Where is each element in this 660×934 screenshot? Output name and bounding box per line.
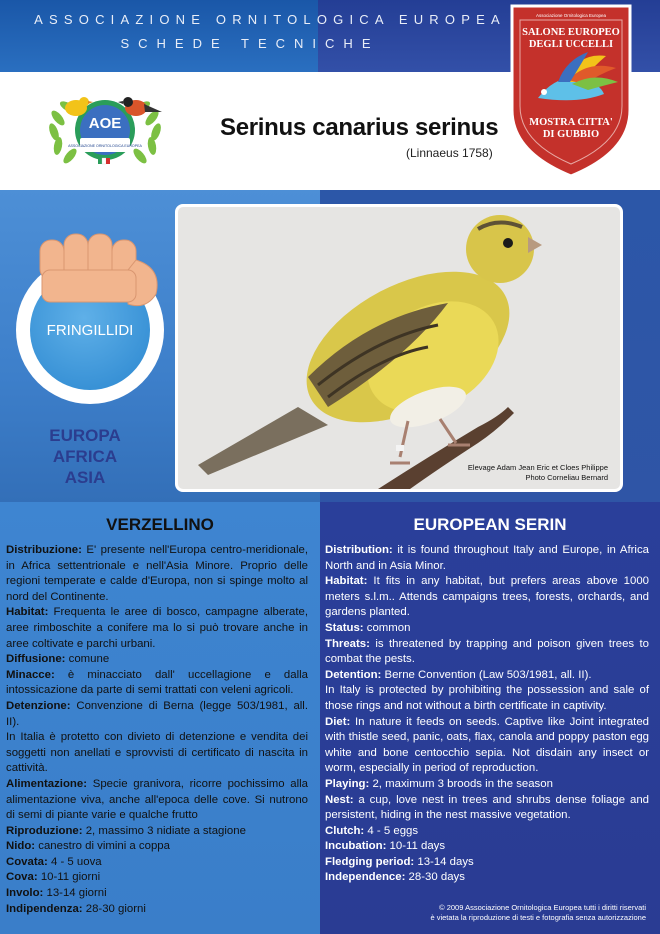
entry-text: Frequenta le aree di bosco, campagne alberate, aree rimboschite a conifere ma lo si può trovare anche in aree coltivate e parchi urbani. bbox=[6, 606, 308, 650]
entry-text: 4 - 5 uova bbox=[47, 855, 102, 868]
photo-credit-photographer: Photo Corneliau Bernard bbox=[525, 473, 608, 482]
region-item: AFRICA bbox=[52, 447, 118, 466]
description-entry bbox=[6, 777, 308, 824]
entry-label: Distribuzione: bbox=[6, 544, 82, 556]
entry-label: Riproduzione: bbox=[6, 824, 83, 837]
entry-text: 13-14 days bbox=[414, 855, 474, 868]
bird-photo bbox=[175, 204, 623, 492]
description-entry bbox=[325, 715, 649, 777]
description-entry bbox=[325, 621, 649, 637]
copyright-line1: © 2009 Associazione Ornitologica Europea tutti i diritti riservati bbox=[439, 903, 646, 912]
description-entry bbox=[6, 902, 308, 918]
serin-bird-illustration bbox=[178, 207, 620, 489]
copyright-line2: è vietata la riproduzione di testi e fotografia senza autorizzazione bbox=[430, 913, 646, 922]
description-entry bbox=[6, 824, 308, 840]
shield-line4: DI GUBBIO bbox=[542, 129, 600, 140]
shield-line3: MOSTRA CITTA' bbox=[529, 117, 613, 128]
description-entry bbox=[6, 652, 308, 668]
entry-text: Convenzione di Berna (legge 503/1981, all. II). bbox=[6, 699, 308, 728]
entry-text: 4 - 5 eggs bbox=[364, 824, 419, 837]
entry-text: 2, maximum 3 broods in the season bbox=[369, 777, 553, 790]
description-entry bbox=[6, 870, 308, 886]
description-entry bbox=[325, 855, 649, 871]
entry-text: 28-30 days bbox=[405, 871, 465, 884]
entry-text: Berne Convention (Law 503/1981, all. II). bbox=[381, 668, 592, 681]
entry-label: Minacce: bbox=[6, 668, 55, 681]
shield-line1: SALONE EUROPEO bbox=[522, 27, 620, 38]
description-entry bbox=[6, 543, 308, 605]
description-entry bbox=[325, 839, 649, 855]
description-entry bbox=[325, 870, 649, 886]
aoe-logo bbox=[40, 82, 170, 172]
entry-text: is threatened by trapping and poison given trees to combat the pests. bbox=[325, 637, 649, 666]
entry-text: It fits in any habitat, but prefers areas above 1000 meters s.l.m.. Attends campaigns trees, forests, orchards, and gardens planted. bbox=[325, 575, 649, 619]
entry-label: Clutch: bbox=[325, 824, 365, 837]
description-entry bbox=[325, 543, 649, 574]
description-entry bbox=[6, 855, 308, 871]
entry-text: 10-11 days bbox=[386, 840, 446, 853]
entry-label: Threats: bbox=[325, 637, 370, 650]
entry-label: Diet: bbox=[325, 715, 351, 728]
photo-credit-breeder: Elevage Adam Jean Eric et Cloes Philippe bbox=[467, 463, 608, 472]
entry-text: 10-11 giorni bbox=[37, 871, 101, 884]
entry-label: Habitat: bbox=[325, 575, 368, 588]
entry-label: Distribution: bbox=[325, 544, 393, 556]
entry-label: Independence: bbox=[325, 871, 406, 884]
entry-text: a cup, love nest in trees and shrubs dense foliage and persistent, hiding in the nest massive vegetation. bbox=[325, 793, 649, 822]
entry-text: In nature it feeds on seeds. Captive like Joint integrated with thistle seed, panic, oats, flax, canola and poppy paston egg white and bone centocchio sepia. Not disdain any insect or worm, especially in period of reproduction. bbox=[325, 715, 649, 775]
description-entry bbox=[325, 683, 649, 714]
entry-label: Incubation: bbox=[325, 840, 387, 853]
description-entry bbox=[325, 793, 649, 824]
entry-label: Detention: bbox=[325, 668, 382, 681]
scientific-name: Serinus canarius serinus bbox=[220, 114, 499, 141]
fist-icon bbox=[28, 230, 168, 320]
entry-label: Alimentazione: bbox=[6, 777, 88, 790]
entry-text: comune bbox=[65, 653, 110, 666]
description-entry bbox=[6, 730, 308, 777]
description-entry bbox=[6, 839, 308, 855]
description-entry bbox=[6, 668, 308, 699]
entry-label: Habitat: bbox=[6, 606, 49, 619]
english-common-name: EUROPEAN SERIN bbox=[413, 515, 567, 534]
description-entry bbox=[325, 574, 649, 621]
family-name: FRINGILLIDI bbox=[46, 322, 134, 339]
entry-label: Status: bbox=[325, 621, 364, 634]
regions-list bbox=[0, 425, 170, 488]
description-entry bbox=[6, 605, 308, 652]
shield-line2: DEGLI UCCELLI bbox=[528, 39, 614, 50]
entry-label: Nido: bbox=[6, 840, 36, 853]
entry-text: 2, massimo 3 nidiate a stagione bbox=[82, 824, 246, 837]
description-entry bbox=[6, 886, 308, 902]
description-entry bbox=[325, 777, 649, 793]
entry-label: Indipendenza: bbox=[6, 902, 83, 915]
description-entry bbox=[6, 699, 308, 730]
entry-text: In Italy is protected by prohibiting the possession and sale of those rings and not without a birth certificate in captivity. bbox=[325, 684, 649, 712]
region-item: EUROPA bbox=[49, 426, 121, 445]
entry-label: Covata: bbox=[6, 855, 48, 868]
entry-text: 28-30 giorni bbox=[82, 902, 146, 915]
italian-description bbox=[6, 543, 308, 917]
entry-text: 13-14 giorni bbox=[43, 887, 107, 900]
aoe-subtitle: ASSOCIAZIONE ORNITOLOGICA EUROPEA bbox=[68, 144, 142, 148]
english-description bbox=[325, 543, 649, 886]
entry-label: Detenzione: bbox=[6, 699, 71, 712]
entry-text: canestro di vimini a coppa bbox=[35, 840, 170, 853]
entry-label: Nest: bbox=[325, 793, 354, 806]
header-title: ASSOCIAZIONE ORNITOLOGICA EUROPEA bbox=[34, 12, 506, 27]
entry-label: Playing: bbox=[325, 777, 370, 790]
entry-text: Specie granivora, ricorre pochissimo alla alimentazione viva, anche all'epoca delle cove. Si nutrono di semi di piante varie e qualche frutto bbox=[6, 777, 308, 822]
entry-label: Cova: bbox=[6, 871, 38, 884]
description-entry bbox=[325, 637, 649, 668]
shield-top-text: Associazione Ornitologica Europea bbox=[535, 13, 607, 18]
entry-text: è minacciato dall' uccellagione e dalla intossicazione da parte di semi trattati con veleni agricoli. bbox=[6, 668, 308, 697]
entry-label: Involo: bbox=[6, 887, 44, 900]
description-entry bbox=[325, 668, 649, 684]
region-item: ASIA bbox=[64, 468, 106, 487]
aoe-abbr: AOE bbox=[88, 115, 122, 132]
copyright-notice bbox=[346, 903, 646, 923]
entry-text: In Italia è protetto con divieto di detenzione e vendita dei soggetti non anellati e sprovvisti di certificato di nascita in cattività. bbox=[6, 731, 308, 775]
entry-text: it is found throughout Italy and Europe, in Africa North and in Asia Minor. bbox=[325, 544, 649, 572]
photo-credit bbox=[468, 463, 608, 483]
entry-label: Diffusione: bbox=[6, 653, 66, 666]
entry-label: Fledging period: bbox=[325, 855, 415, 868]
entry-text: E' presente nell'Europa centro-meridionale, in Africa settentrionale e nell'Asia Minore. Proprio delle regioni temperate e calde d'Europa, non si spinge molto al nord del Continente. bbox=[6, 544, 308, 603]
species-author: (Linnaeus 1758) bbox=[406, 146, 493, 160]
header-subtitle: SCHEDE TECNICHE bbox=[120, 36, 380, 51]
italian-common-name: VERZELLINO bbox=[106, 515, 214, 534]
gubbio-show-shield bbox=[508, 2, 634, 180]
description-entry bbox=[325, 824, 649, 840]
entry-text: common bbox=[363, 621, 411, 634]
